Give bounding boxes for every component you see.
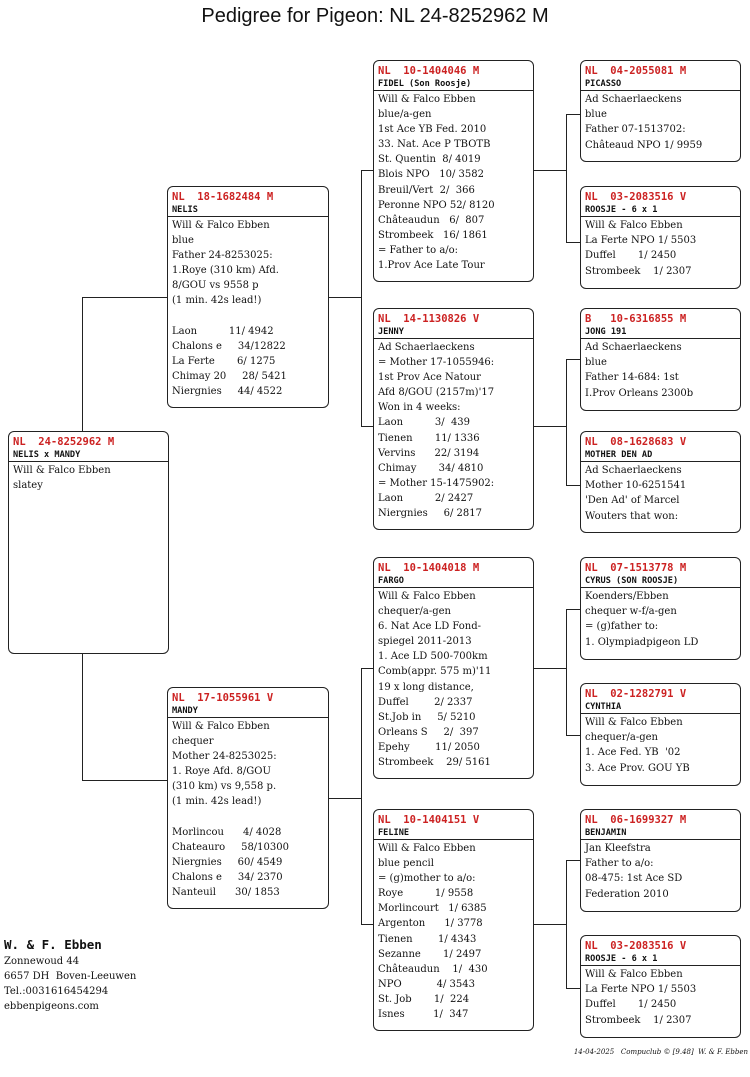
pedigree-line: 1. Olympiadpigeon LD	[585, 636, 699, 648]
pigeon-card-sire-sire[interactable]	[373, 60, 534, 282]
pedigree-line: Will & Falco Ebben	[378, 591, 476, 602]
pigeon-card-dd-sire[interactable]	[580, 809, 741, 912]
connector-line	[533, 426, 566, 427]
pedigree-line: Will & Falco Ebben	[172, 220, 270, 231]
connector-line	[566, 242, 580, 243]
footer-credit: 14-04-2025 Compuclub © [9.48] W. & F. Ebben	[573, 1048, 748, 1056]
pigeon-card-ds-sire[interactable]	[580, 557, 741, 660]
connector-line	[361, 170, 373, 171]
pedigree-line: 1.Prov Ace Late Tour	[378, 260, 485, 272]
ring-number: NL 07-1513778 M	[585, 562, 687, 574]
pigeon-name: MOTHER DEN AD	[581, 449, 740, 462]
pigeon-name: NELIS	[168, 204, 328, 217]
connector-line	[361, 924, 373, 925]
pedigree-line: Chimay 34/ 4810	[378, 462, 484, 474]
connector-line	[533, 924, 566, 925]
pedigree-line: Strombeek 16/ 1861	[378, 229, 488, 241]
ring-number: NL 02-1282791 V	[585, 688, 687, 700]
connector-line	[566, 114, 580, 115]
pedigree-line: Mother 10-6251541	[585, 480, 687, 492]
pedigree-line: Vervins 22/ 3194	[378, 447, 480, 459]
pedigree-line: La Ferte 6/ 1275	[172, 355, 276, 367]
pigeon-name: FIDEL (Son Roosje)	[374, 78, 533, 91]
connector-line	[566, 485, 580, 486]
pedigree-line: chequer	[172, 736, 214, 748]
pigeon-card-sd-dam[interactable]	[580, 431, 741, 533]
pedigree-line: Will & Falco Ebben	[585, 220, 683, 231]
pedigree-line: 1. Ace LD 500-700km	[378, 651, 488, 663]
pedigree-line: blue	[585, 109, 607, 121]
pedigree-line: blue pencil	[378, 858, 434, 870]
pigeon-card-sire-dam[interactable]	[373, 308, 534, 530]
connector-line	[566, 609, 580, 610]
pedigree-line: Duffel 1/ 2450	[585, 250, 677, 262]
owner-website[interactable]: ebbenpigeons.com	[4, 1001, 99, 1012]
pedigree-line: Strombeek 1/ 2307	[585, 265, 692, 277]
ring-number: NL 08-1628683 V	[585, 436, 687, 448]
pedigree-line: Ad Schaerlaeckens	[585, 94, 682, 105]
pedigree-line: 1st Ace YB Fed. 2010	[378, 124, 487, 136]
pedigree-line: Tienen 1/ 4343	[378, 933, 477, 945]
connector-line	[566, 114, 567, 242]
pigeon-card-ds-dam[interactable]	[580, 683, 741, 786]
pigeon-name: ROOSJE - 6 x 1	[581, 953, 740, 966]
pigeon-name: ROOSJE - 6 x 1	[581, 204, 740, 217]
connector-line	[566, 988, 580, 989]
pedigree-line: chequer/a-gen	[378, 606, 451, 618]
pedigree-line: 1. Roye Afd. 8/GOU	[172, 766, 271, 778]
pedigree-line: Will & Falco Ebben	[13, 465, 111, 476]
connector-line	[566, 359, 567, 485]
connector-line	[82, 297, 83, 431]
pigeon-card-sire[interactable]	[167, 186, 329, 408]
pedigree-line: Father 07-1513702:	[585, 124, 686, 136]
connector-line	[361, 170, 362, 426]
pigeon-card-ss-sire[interactable]	[580, 60, 741, 162]
page-title: Pedigree for Pigeon: NL 24-8252962 M	[201, 5, 549, 27]
ring-number: NL 03-2083516 V	[585, 191, 687, 203]
pedigree-line: Laon 11/ 4942	[172, 325, 274, 337]
pedigree-line: = Mother 17-1055946:	[378, 357, 495, 369]
pedigree-line: Federation 2010	[585, 888, 669, 900]
ring-number: NL 10-1404151 V	[378, 814, 480, 826]
owner-address-street: Zonnewoud 44	[4, 956, 80, 967]
connector-line	[533, 668, 566, 669]
pedigree-line: Strombeek 29/ 5161	[378, 757, 491, 769]
pedigree-line: 'Den Ad' of Marcel	[585, 495, 680, 507]
pedigree-line: 6. Nat Ace LD Fond-	[378, 621, 482, 633]
pedigree-line: Niergnies 6/ 2817	[378, 508, 482, 520]
pedigree-line: Comb(appr. 575 m)'11	[378, 666, 492, 678]
pedigree-line: Afd 8/GOU (2157m)'17	[378, 387, 495, 399]
pedigree-line: = Father to a/o:	[378, 244, 459, 256]
pigeon-card-dam-dam[interactable]	[373, 809, 534, 1031]
pedigree-line: Ad Schaerlaeckens	[378, 342, 475, 353]
pedigree-line: Chateauro 58/10300	[172, 841, 289, 853]
pedigree-line: I.Prov Orleans 2300b	[585, 387, 694, 399]
pedigree-line: Epehy 11/ 2050	[378, 741, 480, 753]
pedigree-line: Chimay 20 28/ 5421	[172, 370, 287, 382]
pedigree-line: blue	[585, 357, 607, 369]
pedigree-line: Roye 1/ 9558	[378, 888, 474, 900]
ring-number: NL 14-1130826 V	[378, 313, 480, 325]
ring-number: NL 04-2055081 M	[585, 65, 687, 77]
pedigree-line: 1.Roye (310 km) Afd.	[172, 265, 279, 277]
pedigree-line: Morlincou 4/ 4028	[172, 826, 282, 838]
pigeon-name: CYNTHIA	[581, 701, 740, 714]
pigeon-card-ss-dam[interactable]	[580, 186, 741, 289]
pigeon-card-dam-sire[interactable]	[373, 557, 534, 779]
pedigree-line: Nanteuil 30/ 1853	[172, 887, 280, 899]
pedigree-line: (310 km) vs 9,558 p.	[172, 781, 277, 793]
pedigree-line: Strombeek 1/ 2307	[585, 1014, 692, 1026]
pedigree-line	[172, 309, 324, 324]
connector-line	[566, 359, 580, 360]
owner-block	[4, 936, 136, 1014]
pedigree-line: 8/GOU vs 9558 p	[172, 280, 259, 292]
pedigree-line: Blois NPO 10/ 3582	[378, 169, 485, 181]
pedigree-line: 1st Prov Ace Natour	[378, 372, 481, 384]
pigeon-name: PICASSO	[581, 78, 740, 91]
ring-number: B 10-6316855 M	[585, 313, 687, 325]
pedigree-line: Chalons e 34/12822	[172, 340, 286, 352]
ring-number: NL 10-1404018 M	[378, 562, 480, 574]
pigeon-name: FELINE	[374, 827, 533, 840]
pigeon-name: FARGO	[374, 575, 533, 588]
pedigree-line: Will & Falco Ebben	[585, 717, 683, 728]
pigeon-name: NELIS x MANDY	[9, 449, 168, 462]
pedigree-line: chequer w-f/a-gen	[585, 606, 677, 618]
pigeon-name: JENNY	[374, 326, 533, 339]
pedigree-line: Isnes 1/ 347	[378, 1009, 469, 1021]
pedigree-line: Châteaudun 1/ 430	[378, 963, 488, 975]
pedigree-line: Wouters that won:	[585, 510, 679, 522]
pedigree-line: St. Job 1/ 224	[378, 993, 470, 1005]
pedigree-line: (1 min. 42s lead!)	[172, 796, 262, 808]
pedigree-line: St. Quentin 8/ 4019	[378, 154, 481, 166]
pedigree-line: 3. Ace Prov. GOU YB	[585, 762, 690, 774]
pedigree-line: Argenton 1/ 3778	[378, 918, 483, 930]
pedigree-line: (1 min. 42s lead!)	[172, 295, 262, 307]
pedigree-line: = Mother 15-1475902:	[378, 477, 495, 489]
pigeon-name: BENJAMIN	[581, 827, 740, 840]
pedigree-line: Châteaud NPO 1/ 9959	[585, 139, 703, 151]
ring-number: NL 10-1404046 M	[378, 65, 480, 77]
pedigree-line: 1. Ace Fed. YB '02	[585, 747, 681, 759]
pedigree-line: chequer/a-gen	[585, 732, 658, 744]
pedigree-line: Ad Schaerlaeckens	[585, 342, 682, 353]
pedigree-line: Peronne NPO 52/ 8120	[378, 199, 495, 211]
ring-number: NL 18-1682484 M	[172, 191, 274, 203]
pedigree-line: Will & Falco Ebben	[585, 969, 683, 980]
connector-line	[328, 297, 361, 298]
pedigree-line: 08-475: 1st Ace SD	[585, 873, 683, 885]
connector-line	[566, 860, 567, 988]
pedigree-line: Laon 3/ 439	[378, 417, 471, 429]
connector-line	[566, 735, 580, 736]
pedigree-line: Ad Schaerlaeckens	[585, 465, 682, 476]
pedigree-line: Will & Falco Ebben	[378, 843, 476, 854]
pedigree-line: Mother 24-8253025:	[172, 751, 277, 763]
pedigree-line: St.Job in 5/ 5210	[378, 711, 476, 723]
pedigree-line: Morlincourt 1/ 6385	[378, 903, 487, 915]
owner-name: W. & F. Ebben	[4, 937, 102, 952]
pedigree-line: blue/a-gen	[378, 109, 432, 121]
connector-line	[566, 860, 580, 861]
connector-line	[328, 798, 361, 799]
pedigree-line: La Ferte NPO 1/ 5503	[585, 984, 697, 996]
connector-line	[82, 653, 83, 780]
pigeon-name: MANDY	[168, 705, 328, 718]
pigeon-card-subject[interactable]	[8, 431, 169, 654]
pedigree-line: slatey	[13, 480, 43, 492]
pedigree-line: Niergnies 60/ 4549	[172, 856, 283, 868]
ring-number: NL 17-1055961 V	[172, 692, 274, 704]
ring-number: NL 24-8252962 M	[13, 436, 115, 448]
pedigree-line: Duffel 2/ 2337	[378, 696, 473, 708]
connector-line	[533, 170, 566, 171]
pedigree-line: Laon 2/ 2427	[378, 492, 474, 504]
pedigree-line: Tienen 11/ 1336	[378, 432, 480, 444]
pedigree-line: = (g)father to:	[585, 621, 659, 633]
pedigree-line: 19 x long distance,	[378, 681, 474, 693]
pedigree-line: spiegel 2011-2013	[378, 636, 472, 648]
pedigree-line: blue	[172, 235, 194, 247]
pedigree-line: Breuil/Vert 2/ 366	[378, 184, 475, 196]
connector-line	[361, 668, 373, 669]
pedigree-line: Father 24-8253025:	[172, 250, 273, 262]
connector-line	[566, 609, 567, 735]
pedigree-line: = (g)mother to a/o:	[378, 873, 476, 885]
pedigree-line: La Ferte NPO 1/ 5503	[585, 235, 697, 247]
pedigree-line: Koenders/Ebben	[585, 591, 669, 602]
pedigree-line: Won in 4 weeks:	[378, 402, 461, 414]
pigeon-name: CYRUS (SON ROOSJE)	[581, 575, 740, 588]
pedigree-line: Father to a/o:	[585, 858, 654, 870]
pigeon-card-dd-dam[interactable]	[580, 935, 741, 1038]
ring-number: NL 03-2083516 V	[585, 940, 687, 952]
pigeon-card-sd-sire[interactable]	[580, 308, 741, 411]
pedigree-line: 33. Nat. Ace P TBOTB	[378, 139, 491, 151]
pedigree-line: Will & Falco Ebben	[172, 721, 270, 732]
pedigree-line	[172, 810, 324, 825]
pedigree-line: Jan Kleefstra	[585, 843, 651, 854]
pigeon-name: JONG 191	[581, 326, 740, 339]
connector-line	[361, 668, 362, 924]
pedigree-line: Duffel 1/ 2450	[585, 999, 677, 1011]
pedigree-line: NPO 4/ 3543	[378, 978, 476, 990]
pedigree-line: Will & Falco Ebben	[378, 94, 476, 105]
pedigree-line: Orleans S 2/ 397	[378, 726, 479, 738]
owner-address-city: 6657 DH Boven-Leeuwen	[4, 971, 137, 982]
connector-line	[361, 426, 373, 427]
pedigree-line: Châteaudun 6/ 807	[378, 214, 485, 226]
connector-line	[82, 297, 168, 298]
pigeon-card-dam[interactable]	[167, 687, 329, 909]
owner-phone: Tel.:0031616454294	[4, 986, 109, 997]
pedigree-line: Father 14-684: 1st	[585, 372, 679, 384]
pedigree-line: Niergnies 44/ 4522	[172, 386, 283, 398]
pedigree-line: Chalons e 34/ 2370	[172, 871, 283, 883]
ring-number: NL 06-1699327 M	[585, 814, 687, 826]
connector-line	[82, 780, 168, 781]
pedigree-line: Sezanne 1/ 2497	[378, 948, 482, 960]
